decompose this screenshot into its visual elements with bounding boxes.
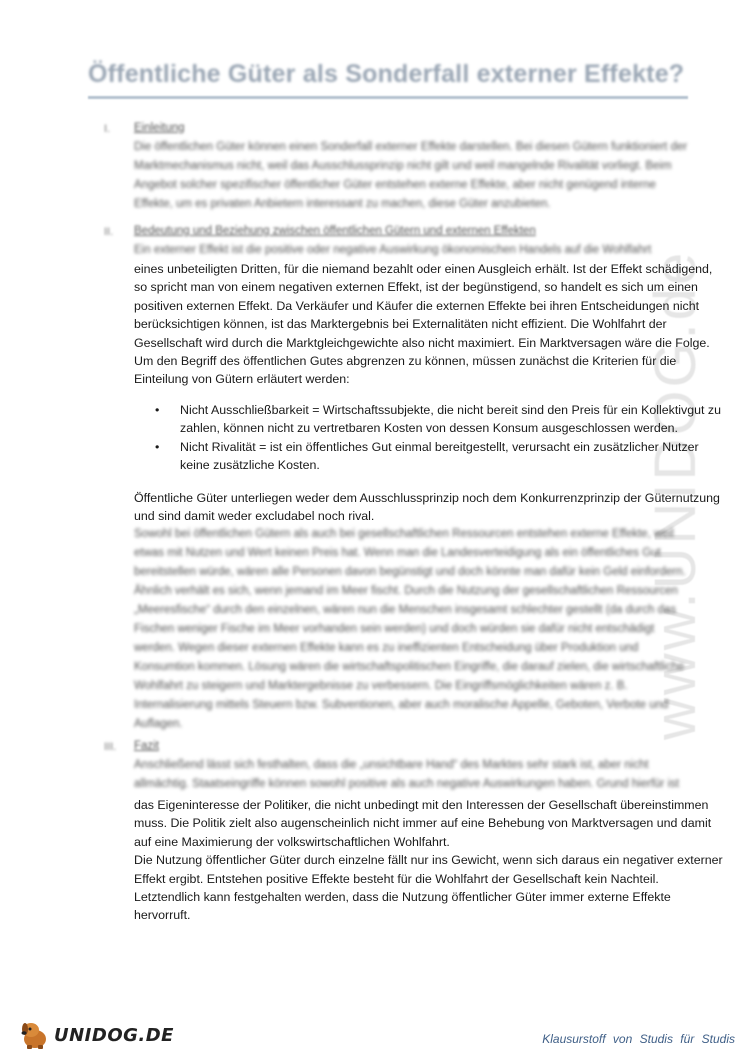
section-2-summary xyxy=(134,489,720,526)
title-divider xyxy=(88,96,688,99)
section-heading-3: Fazit xyxy=(134,740,159,752)
text-line: Nicht Ausschließbarkeit = Wirtschaftssubjekte, die nicht bereit sind den Preis für ein Kollektivgut zu xyxy=(180,403,721,417)
text-line: Einteilung von Gütern erläutert werden: xyxy=(134,372,350,387)
text-line: auf eine Maximierung der volkswirtschaftlichen Wohlfahrt. xyxy=(134,834,450,849)
bullet-icon: • xyxy=(155,439,160,454)
text-line: Die Nutzung öffentlicher Güter durch einzelne fällt nur ins Gewicht, wenn sich daraus ein negativer externer xyxy=(134,853,723,868)
text-line: das Eigeninteresse der Politiker, die nicht unbedingt mit den Interessen der Gesellschaft übereinstimmen xyxy=(134,798,709,812)
bullet-icon: • xyxy=(155,403,160,417)
page-title: Öffentliche Güter als Sonderfall externer Effekte? xyxy=(88,60,685,88)
text-line: Effekt ergibt. Entstehen positive Effekte besteht für die Wohlfahrt der Gesellschaft kein Nachteil. xyxy=(134,871,659,886)
footer-tagline: Klausurstoff von Studis für Studis xyxy=(542,1032,735,1046)
section-3-blurred-text: Anschließend lässt sich festhalten, dass die „unsichtbare Hand“ des Marktes sehr stark ist, aber nicht allmächtig. Staatseingriffe können sowohl positive als auch negative Auswirkungen haben. Grund hierfür ist xyxy=(134,759,680,790)
text-line: Gesellschaft wird durch die Marktgleichgewichte also nicht maximiert. Ein Marktversagen wäre die Folge. xyxy=(134,335,710,350)
text-line: Öffentliche Güter unterliegen weder dem Ausschlussprinzip noch dem Konkurrenzprinzip der Güternutzung xyxy=(134,491,720,505)
section-heading-1: Einleitung xyxy=(134,122,185,134)
section-2-blurred-text: Sowohl bei öffentlichen Gütern als auch bei gesellschaftlichen Ressourcen entstehen externe Effekte, weil etwas mit Nutzen und Wert keinen Preis hat. Wenn man die Landesverteidigung als ein öffentliches Gut bereitstellen würde, wären alle Personen davon begünstigt und doch könnte man dafür kein Geld einfordern. Ähnlich verhält es sich, wenn jemand im Meer fischt. Durch die Nutzung der gesellschaftlichen Ressourcen „Meeresfische“ durch den einzelnen, wären nun die Menschen insgesamt schlechter gestellt (da durch das Fischen weniger Fische im Meer vorhanden sein werden) und doch würden sie dafür nicht entschädigt werden. Wegen dieser externen Effekte kann es zu ineffizienten Entscheidung über Produktion und Konsumtion kommen. Lösung wären die wirtschaftspolitischen Eingriffe, die darauf zielen, die wirtschaftliche Wohlfahrt zu steigern und Marktergebnisse zu verbessern. Die Eingriffsmöglichkeiten wären z. B. Internalisierung mittels Steuern bzw. Subventionen, aber auch moralische Appelle, Geboten, Verbote und Auflagen. xyxy=(134,528,686,730)
section-2-blurred-lead: Ein externer Effekt ist die positive oder negative Auswirkung ökonomischen Handels auf die Wohlfahrt xyxy=(134,244,652,256)
section-number-1: I. xyxy=(104,123,111,135)
text-line: Nicht Rivalität = ist ein öffentliches Gut einmal bereitgestellt, verursacht ein zusätzlicher Nutzer xyxy=(180,439,699,454)
text-line: muss. Die Politik zielt also augenscheinlich nicht immer auf eine Behebung von Marktversagen und damit xyxy=(134,816,712,831)
section-2-paragraph xyxy=(134,260,713,389)
section-number-3: III. xyxy=(104,741,117,753)
text-line: zahlen, können nicht zu vertretbaren Kosten von dessen Konsum ausgeschlossen werden. xyxy=(180,421,678,436)
logo-text: UNIDOG.DE xyxy=(54,1024,174,1046)
text-line: keine zusätzliche Kosten. xyxy=(180,458,320,473)
footer-logo[interactable] xyxy=(18,1020,174,1050)
text-line: Letztendlich kann festgehalten werden, dass die Nutzung öffentlicher Güter immer externe Effekte xyxy=(134,890,671,905)
section-heading-2: Bedeutung und Beziehung zwischen öffentlichen Gütern und externen Effekten xyxy=(134,225,536,237)
criteria-list xyxy=(155,401,721,475)
dog-mascot-icon xyxy=(18,1020,52,1050)
text-line: und sind damit weder excludabel noch rival. xyxy=(134,509,375,524)
section-3-paragraph xyxy=(134,796,723,925)
text-line: positiven externen Effekt. Da Verkäufer und Käufer die externen Effekte bei ihren Entscheidungen nicht xyxy=(134,298,700,313)
text-line: so spricht man von einem negativen externen Effekt, ist der begünstigend, so handelt es sich um einen xyxy=(134,280,698,295)
text-line: Um den Begriff des öffentlichen Gutes abgrenzen zu können, müssen zunächst die Kriterien für die xyxy=(134,354,677,369)
section-number-2: II. xyxy=(104,226,114,238)
text-line: eines unbeteiligten Dritten, für die niemand bezahlt oder einen Ausgleich erhält. Ist der Effekt schädigend, xyxy=(134,262,713,276)
text-line: berücksichtigen können, ist das Marktergebnis bei Externalitäten nicht effizient. Die Wohlfahrt der xyxy=(134,317,667,332)
list-item xyxy=(155,438,699,475)
text-line: hervorruft. xyxy=(134,908,191,923)
watermark: www.UNIDOG.de xyxy=(643,249,708,740)
list-item xyxy=(155,401,721,438)
section-1-blurred-text: Die öffentlichen Güter können einen Sonderfall externer Effekte darstellen. Bei diesen Gütern funktioniert der Marktmechanismus nicht, weil das Ausschlussprinzip nicht gilt und weil mangelnde Rivalität vorliegt. Beim Angebot solcher spezifischer öffentlicher Güter entstehen externe Effekte, aber nicht genügend interne Effekte, um es privaten Anbietern interessant zu machen, diese Güter anzubieten. xyxy=(134,141,688,210)
